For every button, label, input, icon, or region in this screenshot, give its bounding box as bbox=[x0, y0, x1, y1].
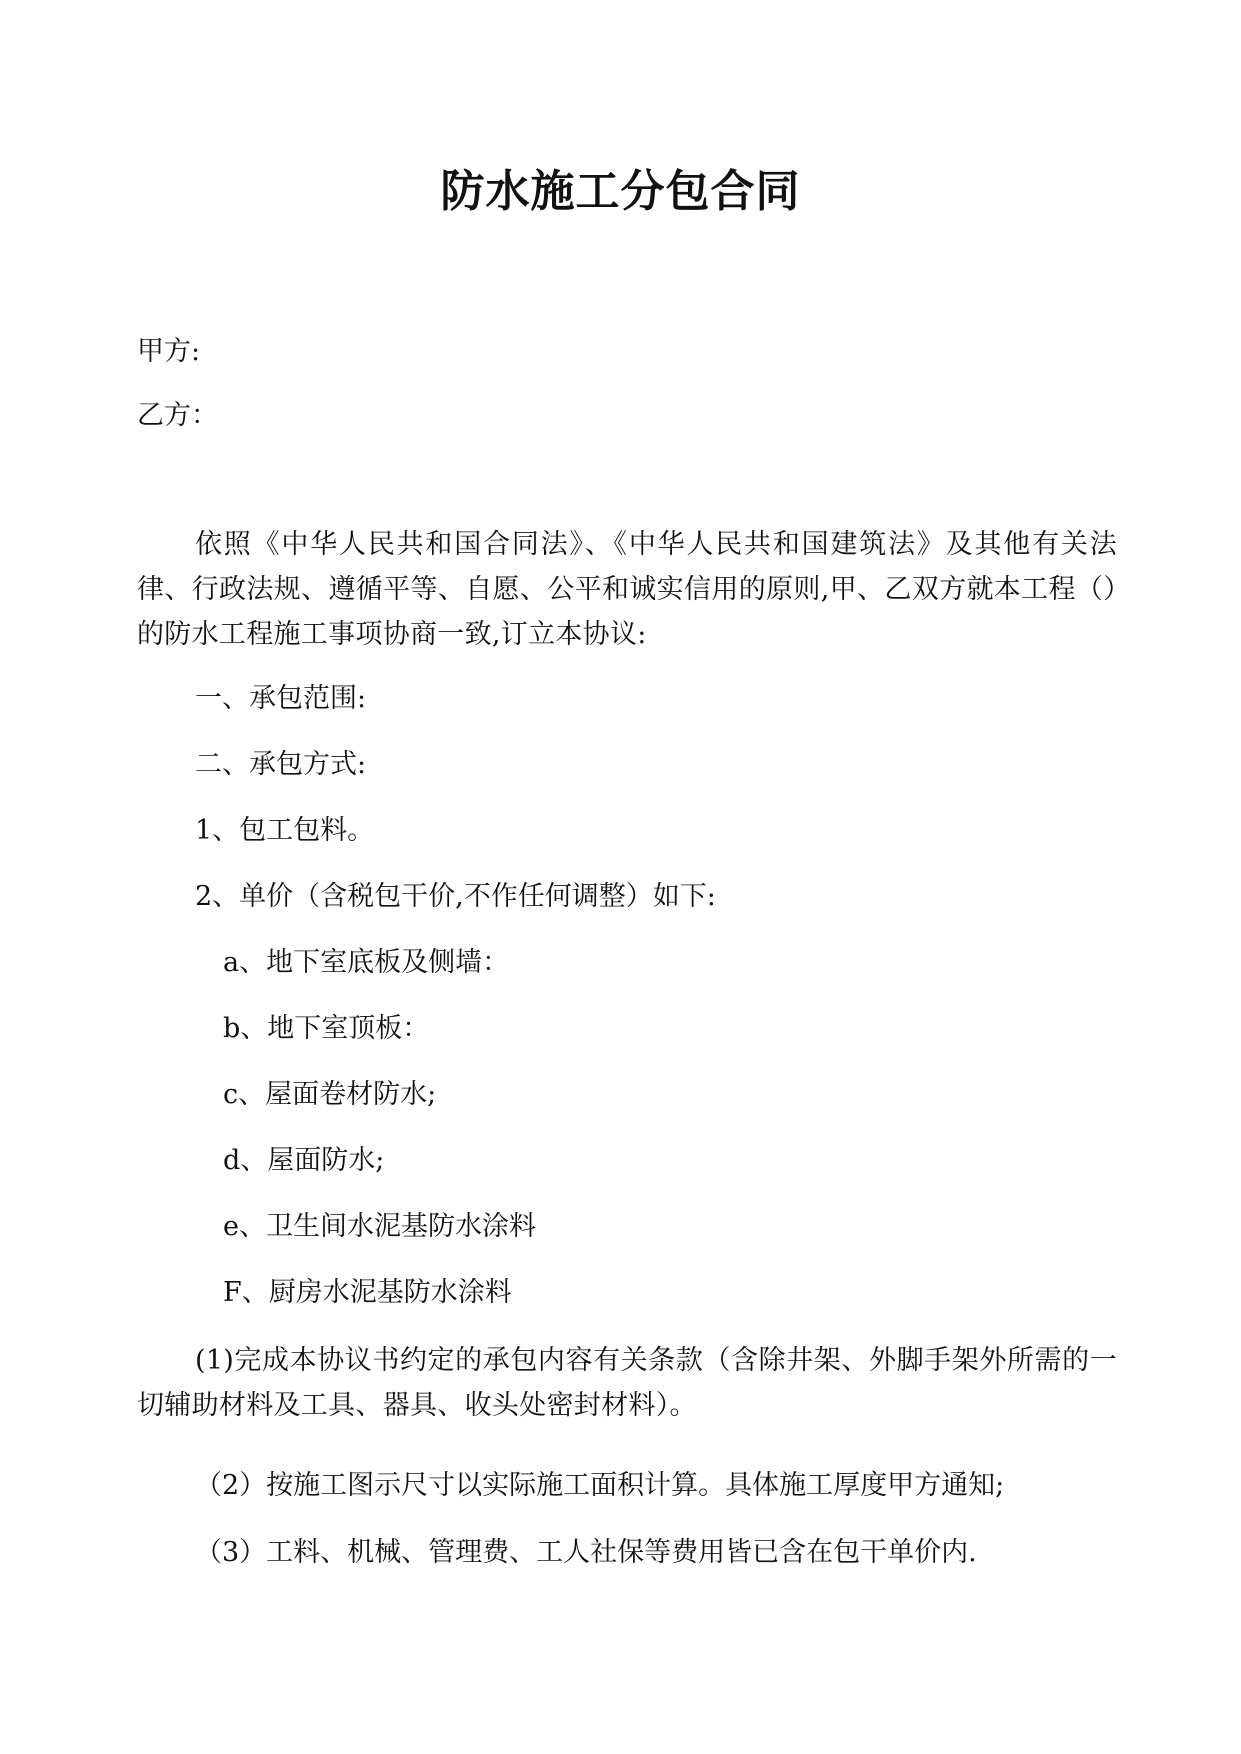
section-scope-heading: 一、承包范围: bbox=[195, 683, 367, 714]
clause-3-line: （3）工料、机械、管理费、工人社保等费用皆已含在包干单价内. bbox=[195, 1537, 977, 1568]
sub-item-bathroom-coating: e、卫生间水泥基防水涂料 bbox=[223, 1211, 536, 1242]
section-method-heading: 二、承包方式: bbox=[195, 749, 367, 780]
document-title: 防水施工分包合同 bbox=[440, 166, 801, 217]
sub-item-basement-floor: a、地下室底板及侧墙： bbox=[223, 947, 510, 978]
clause-2-line: （2）按施工图示尺寸以实际施工面积计算。具体施工厚度甲方通知; bbox=[195, 1470, 1005, 1501]
party-a-label: 甲方: bbox=[137, 336, 201, 367]
sub-item-roof-waterproof: d、屋面防水; bbox=[223, 1145, 385, 1176]
sub-item-kitchen-coating: F、厨房水泥基防水涂料 bbox=[223, 1277, 512, 1308]
sub-item-basement-roof: b、地下室顶板： bbox=[223, 1013, 430, 1044]
item-labor-materials: 1、包工包料。 bbox=[195, 815, 375, 846]
sub-item-roof-membrane: c、屋面卷材防水; bbox=[223, 1079, 437, 1110]
preamble-paragraph: 依照《中华人民共和国合同法》、《中华人民共和国建筑法》及其他有关法律、行政法规、遵循平等、自愿、公平和诚实信用的原则,甲、乙双方就本工程（）的防水工程施工事项协商一致,订立本协议: bbox=[137, 529, 1117, 650]
item-unit-price: 2、单价（含税包干价,不作任何调整）如下: bbox=[195, 881, 716, 912]
party-b-label: 乙方： bbox=[137, 400, 218, 431]
clause-1-paragraph: (1)完成本协议书约定的承包内容有关条款（含除井架、外脚手架外所需的一切辅助材料及工具、器具、收头处密封材料）。 bbox=[137, 1345, 1117, 1421]
